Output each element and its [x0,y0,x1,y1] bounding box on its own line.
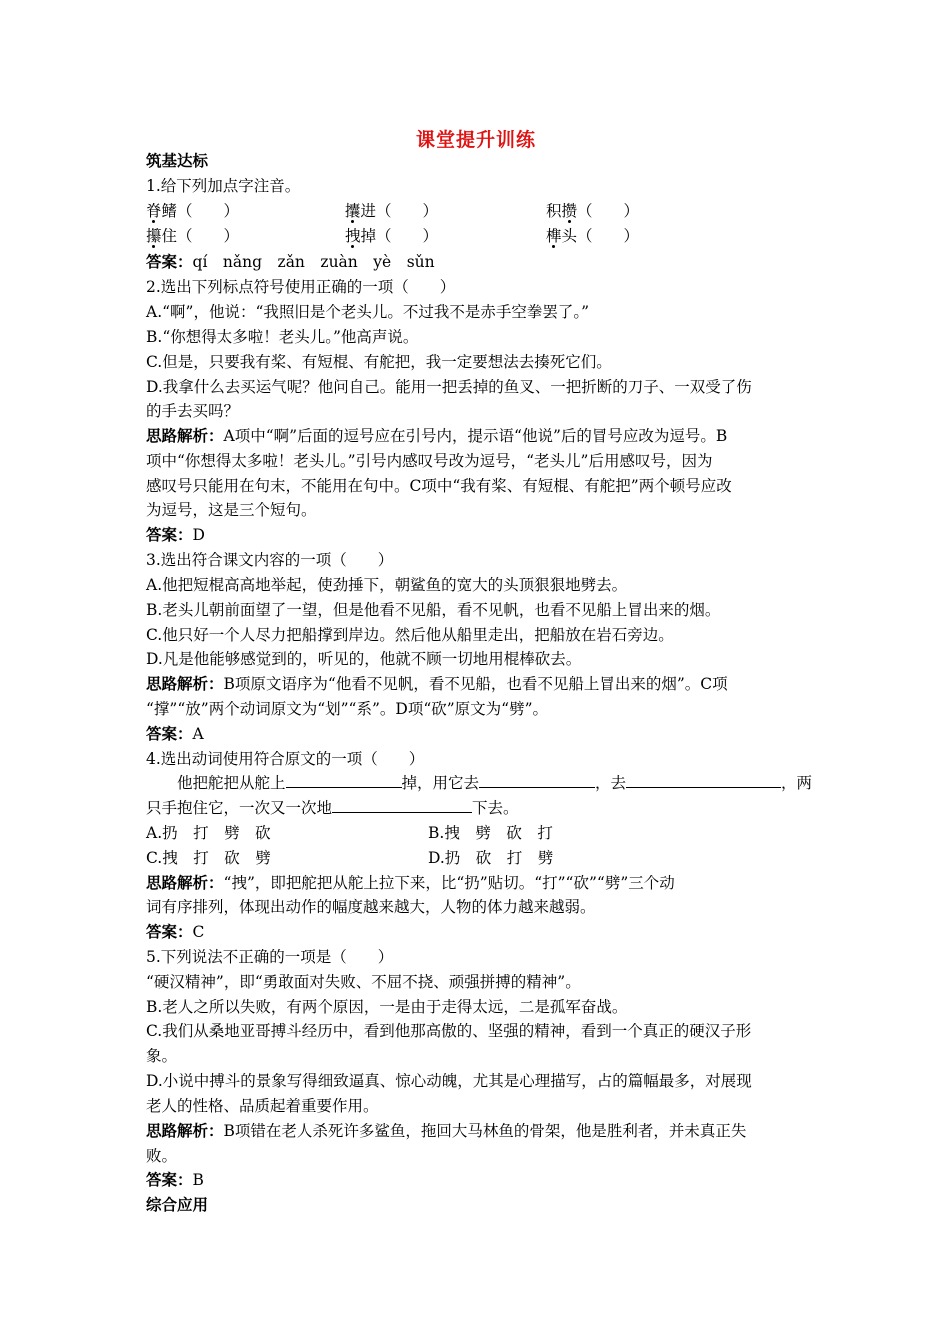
q1-w1-blank: （ ） [177,202,240,220]
answer-label: 答案： [146,922,193,941]
q4-blank-4[interactable] [332,798,472,813]
q4-blank-1[interactable] [286,773,402,788]
q4-passage-text-f: 下去。 [472,799,519,817]
page-title: 课堂提升训练 [415,129,536,151]
q4-option-c: C.拽 打 砍 劈 [146,849,271,867]
q2-stem: 2.选出下列标点符号使用正确的一项（ ） [146,278,456,296]
q4-passage-text-b: 掉，用它去 [401,774,480,792]
q2-explanation-line2: 项中“你想得太多啦！老头儿。”引号内感叹号改为逗号，“老头儿”后用感叹号，因为 [146,452,713,470]
q4-blank-2[interactable] [479,773,595,788]
q2-option-c: C.但是，只要我有桨、有短棍、有舵把，我一定要想法去揍死它们。 [146,353,612,371]
q4-passage-line1 [177,772,812,794]
q1-stem: 1.给下列加点字注音。 [146,177,301,195]
q4-explanation-text1: “拽”，即把舵把从舵上拉下来，比“扔”贴切。“打”“砍”“劈”三个动 [223,874,675,892]
q3-answer-text: A [192,725,204,743]
q2-explanation-line1 [146,425,727,447]
q1-w1-char-b: 鳍 [161,202,178,220]
q5-explanation-line2: 败。 [146,1147,178,1165]
q2-answer-text: D [192,526,205,544]
q1-word-4 [146,225,239,247]
q5-answer [146,1169,204,1191]
q4-blank-3[interactable] [626,773,781,788]
q5-explanation-line1 [146,1120,746,1142]
q1-w3-char-b: 攒 [561,202,578,220]
section-heading-basic: 筑基达标 [146,151,209,170]
q2-option-b: B.“你想得太多啦！老头儿。”他高声说。 [146,328,419,346]
q1-w1-char-a: 脊 [146,202,162,220]
q2-answer [146,524,205,546]
q3-explanation-line2: “撑”“放”两个动词原文为“划”“系”。D项“砍”原文为“劈”。 [146,700,549,718]
q1-word-1 [146,200,239,222]
q4-passage-text-c: ，去 [595,774,627,792]
q1-w2-rest: 进（ ） [360,202,439,220]
q4-answer [146,921,204,943]
q2-option-d-line1: D.我拿什么去买运气呢？他问自己。能用一把丢掉的鱼叉、一把折断的刀子、一双受了伤 [146,378,752,396]
q4-passage-text-a: 他把舵把从舵上 [177,774,286,792]
explanation-label: 思路解析： [146,1121,224,1140]
q1-answer [146,251,435,273]
q2-option-d-line2: 的手去买吗？ [146,402,240,420]
explanation-label: 思路解析： [146,674,224,693]
q2-explanation-line4: 为逗号，这是三个短句。 [146,501,317,519]
q1-word-3 [546,200,639,222]
q3-explanation-line1 [146,673,728,695]
q1-w6-char-a: 榫 [546,227,562,245]
q5-stem: 5.下列说法不正确的一项是（ ） [146,948,394,966]
q5-option-d-line2: 老人的性格、品质起着重要作用。 [146,1097,379,1115]
q3-option-c: C.他只好一个人尽力把船撑到岸边。然后他从船里走出，把船放在岩石旁边。 [146,626,674,644]
q4-explanation-line1 [146,872,675,894]
q4-option-d: D.扔 砍 打 劈 [428,849,554,867]
q3-stem: 3.选出符合课文内容的一项（ ） [146,551,394,569]
q4-option-a: A.扔 打 劈 砍 [146,824,271,842]
q4-explanation-line2: 词有序排列，体现出动作的幅度越来越大，人物的体力越来越弱。 [146,898,596,916]
q4-passage-line2 [146,797,519,819]
q1-word-2 [345,200,438,222]
q1-w3-char-a: 积 [546,202,562,220]
q1-w4-rest: 住（ ） [161,227,240,245]
q5-option-b: B.老人之所以失败，有两个原因，一是由于走得太远，二是孤军奋战。 [146,998,628,1016]
q1-w2-char-a: 攮 [345,202,361,220]
q1-w3-blank: （ ） [577,202,640,220]
q1-w5-rest: 掉（ ） [360,227,439,245]
q1-w5-char-a: 拽 [345,227,361,245]
q2-explanation-line3: 感叹号只能用在句末，不能用在句中。C项中“我有桨、有短棍、有舵把”两个顿号应改 [146,477,732,495]
q4-answer-text: C [192,923,205,941]
q5-answer-text: B [192,1171,204,1189]
q1-w4-char-a: 攥 [146,227,162,245]
q4-option-b: B.拽 劈 砍 打 [428,824,553,842]
answer-label: 答案： [146,525,193,544]
q5-option-d-line1: D.小说中搏斗的景象写得细致逼真、惊心动魄，尤其是心理描写，占的篇幅最多，对展现 [146,1072,752,1090]
answer-label: 答案： [146,724,193,743]
answer-label: 答案： [146,1170,193,1189]
answer-label: 答案： [146,252,193,271]
q3-explanation-text1: B项原文语序为“他看不见帆，看不见船，也看不见船上冒出来的烟”。C项 [223,675,728,693]
q3-option-b: B.老头儿朝前面望了一望，但是他看不见船，看不见帆，也看不见船上冒出来的烟。 [146,601,721,619]
q2-option-a: A.“啊”，他说：“我照旧是个老头儿。不过我不是赤手空拳罢了。” [146,303,590,321]
q3-option-d: D.凡是他能够感觉到的，听见的，他就不顾一切地用棍棒砍去。 [146,650,582,668]
q3-answer [146,723,204,745]
q2-explanation-text1: A项中“啊”后面的逗号应在引号内，提示语“他说”后的冒号应改为逗号。B [223,427,728,445]
section-heading-comprehensive: 综合应用 [146,1195,209,1214]
q3-option-a: A.他把短棍高高地举起，使劲捶下，朝鲨鱼的宽大的头顶狠狠地劈去。 [146,576,628,594]
q1-w6-rest: 头（ ） [561,227,640,245]
explanation-label: 思路解析： [146,426,224,445]
q1-answer-text: qí nǎng zǎn zuàn yè sǔn [192,253,435,271]
q4-stem: 4.选出动词使用符合原文的一项（ ） [146,750,425,768]
q5-option-c-line1: C.我们从桑地亚哥搏斗经历中，看到他那高傲的、坚强的精神，看到一个真正的硬汉子形 [146,1022,752,1040]
explanation-label: 思路解析： [146,873,224,892]
q4-passage-text-e: 只手抱住它，一次又一次地 [146,799,333,817]
q1-word-5 [345,225,438,247]
q5-option-c-line2: 象。 [146,1047,178,1065]
q5-explanation-text1: B项错在老人杀死许多鲨鱼，拖回大马林鱼的骨架，他是胜利者，并未真正失 [223,1122,747,1140]
q1-word-6 [546,225,639,247]
q5-option-a: “硬汉精神”，即“勇敢面对失败、不屈不挠、顽强拼搏的精神”。 [146,973,581,991]
q4-passage-text-d: ，两 [781,774,813,792]
